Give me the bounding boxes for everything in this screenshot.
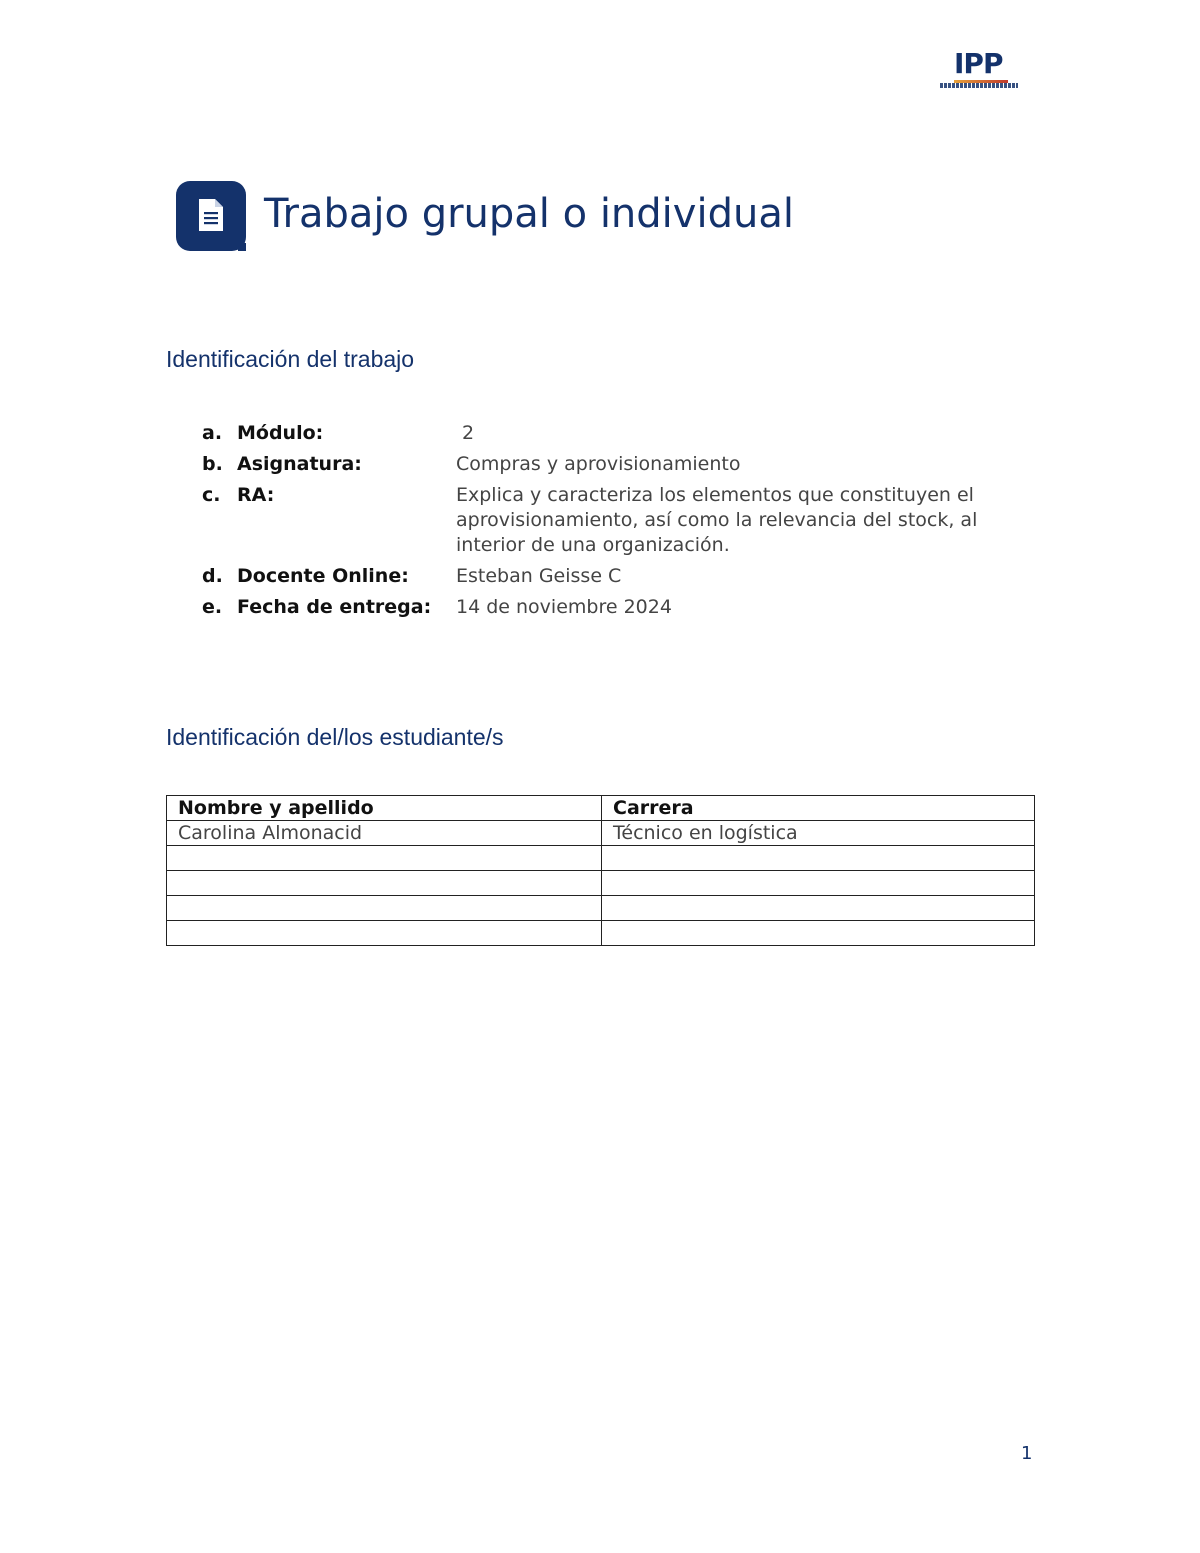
module-value: 2: [462, 422, 475, 444]
ipp-logo: [940, 48, 1020, 92]
student-name-cell[interactable]: Carolina Almonacid: [167, 821, 602, 846]
teacher-label: Docente Online:: [237, 565, 409, 587]
list-item-ra: [202, 483, 1002, 558]
student-career-cell[interactable]: [602, 846, 1035, 871]
students-table: [166, 795, 1035, 946]
column-header-career: Carrera: [602, 796, 1035, 821]
logo-text: IPP: [954, 47, 1003, 80]
page-title: Trabajo grupal o individual: [264, 191, 794, 237]
table-header-row: [167, 796, 1035, 821]
list-item-subject: [202, 452, 1002, 477]
document-icon: [176, 181, 246, 251]
list-letter: b.: [202, 453, 223, 475]
table-row: [167, 846, 1035, 871]
student-name-cell[interactable]: [167, 896, 602, 921]
due-date-label: Fecha de entrega:: [237, 596, 432, 618]
list-item-module: [202, 421, 1002, 446]
column-header-name: Nombre y apellido: [167, 796, 602, 821]
student-career-cell[interactable]: [602, 896, 1035, 921]
student-name-cell[interactable]: [167, 846, 602, 871]
student-career-cell[interactable]: Técnico en logística: [602, 821, 1035, 846]
subject-value: Compras y aprovisionamiento: [456, 453, 741, 475]
logo-subtitle: [940, 83, 1018, 88]
table-row: [167, 821, 1035, 846]
table-row: [167, 921, 1035, 946]
section-heading-work: Identificación del trabajo: [166, 346, 415, 372]
student-name-cell[interactable]: [167, 921, 602, 946]
table-row: [167, 871, 1035, 896]
list-item-teacher: [202, 564, 1002, 589]
ra-label: RA:: [237, 484, 275, 506]
subject-label: Asignatura:: [237, 453, 362, 475]
list-item-due-date: [202, 595, 1002, 620]
list-letter: c.: [202, 484, 221, 506]
student-career-cell[interactable]: [602, 871, 1035, 896]
module-label: Módulo:: [237, 422, 324, 444]
list-letter: a.: [202, 422, 223, 444]
work-identification-list: [202, 421, 1002, 626]
table-row: [167, 896, 1035, 921]
section-heading-students: Identificación del/los estudiante/s: [166, 724, 504, 750]
teacher-value: Esteban Geisse C: [456, 565, 622, 587]
list-letter: e.: [202, 596, 223, 618]
ra-value: Explica y caracteriza los elementos que constituyen el aprovisionamiento, así como la relevancia del stock, al interior de una organización.: [456, 484, 978, 556]
page-number: 1: [1021, 1443, 1033, 1464]
list-letter: d.: [202, 565, 223, 587]
due-date-value: 14 de noviembre 2024: [456, 596, 672, 618]
student-name-cell[interactable]: [167, 871, 602, 896]
student-career-cell[interactable]: [602, 921, 1035, 946]
